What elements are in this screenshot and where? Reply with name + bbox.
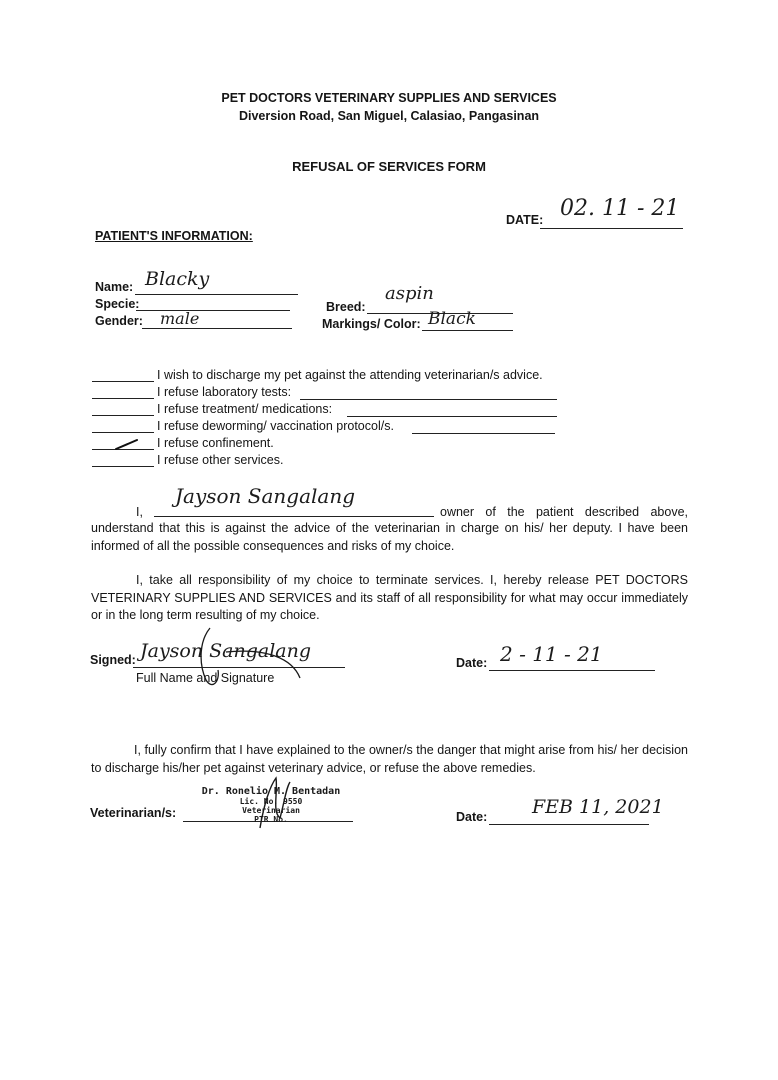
- specie-label: Specie:: [95, 297, 140, 311]
- patient-info-title: PATIENT'S INFORMATION:: [95, 229, 253, 243]
- date-label: DATE:: [506, 213, 544, 227]
- option-blank[interactable]: [92, 466, 154, 467]
- option-row: [92, 368, 572, 385]
- date-line: [540, 228, 683, 229]
- confirmation-text: I, fully confirm that I have explained to the owner/s the danger that might arise from his/ her decision to discharge his/her pet against veterinary advice, or refuse the above remedies.: [91, 743, 688, 775]
- clinic-address: Diversion Road, San Miguel, Calasiao, Pangasinan: [238, 109, 540, 123]
- gender-value: male: [160, 309, 200, 328]
- signed-date-value: 2 - 11 - 21: [500, 642, 603, 666]
- options-list: [92, 368, 572, 470]
- stamp-name: Dr. Ronelio M. Bentadan: [201, 786, 341, 797]
- option-blank[interactable]: [92, 415, 154, 416]
- owner-prefix: I,: [136, 505, 143, 519]
- vet-date-label: Date:: [456, 810, 488, 824]
- clinic-name: PET DOCTORS VETERINARY SUPPLIES AND SERVICES: [221, 91, 557, 105]
- signed-value: Jayson Sangalang: [140, 640, 312, 662]
- stamp-license: Lic. No. 9550: [239, 797, 303, 806]
- signed-label: Signed:: [90, 653, 136, 667]
- option-text: I refuse deworming/ vaccination protocol/s.: [157, 419, 394, 433]
- gender-line: [142, 328, 292, 329]
- option-text: I refuse confinement.: [157, 436, 274, 450]
- markings-line: [422, 330, 513, 331]
- owner-statement-text: understand that this is against the advice of the veterinarian in charge on his/ her deputy. I have been informed of all the possible consequences and risks of my choice.: [91, 521, 688, 553]
- breed-label: Breed:: [326, 300, 366, 314]
- option-text: I refuse other services.: [157, 453, 284, 467]
- option-text: I wish to discharge my pet against the attending veterinarian/s advice.: [157, 368, 543, 382]
- signed-caption: Full Name and Signature: [136, 671, 275, 685]
- owner-name-line: [154, 516, 434, 517]
- option-blank[interactable]: [92, 432, 154, 433]
- check-mark-icon: [114, 438, 140, 450]
- markings-value: Black: [428, 309, 476, 329]
- owner-name-value: Jayson Sangalang: [175, 484, 356, 508]
- option-row: [92, 453, 572, 470]
- option-detail-line[interactable]: [412, 433, 555, 434]
- form-title: REFUSAL OF SERVICES FORM: [292, 159, 486, 174]
- responsibility-text: I, take all responsibility of my choice to terminate services. I, hereby release PET DOCTORS VETERINARY SUPPLIES AND SERVICES and its staff of all responsibility for what may occur immediately or in the long term resulting of my choice.: [91, 573, 688, 622]
- option-text: I refuse treatment/ medications:: [157, 402, 333, 416]
- option-row: [92, 385, 572, 402]
- name-value: Blacky: [145, 268, 210, 290]
- signed-date-label: Date:: [456, 656, 488, 670]
- vet-date-line: [489, 824, 649, 825]
- option-row: [92, 402, 572, 419]
- name-label: Name:: [95, 280, 134, 294]
- option-row: [92, 419, 572, 436]
- veterinarian-signature-icon: [254, 774, 294, 832]
- option-text: I refuse laboratory tests:: [157, 385, 292, 399]
- owner-line1-suffix: owner of the patient described above,: [440, 505, 688, 519]
- markings-label: Markings/ Color:: [322, 317, 421, 331]
- date-value: 02. 11 - 21: [560, 196, 680, 221]
- option-row: [92, 436, 572, 453]
- option-blank[interactable]: [92, 381, 154, 382]
- option-blank[interactable]: [92, 398, 154, 399]
- vet-date-value: FEB 11, 2021: [532, 796, 664, 818]
- stamp-title: Veterinarian: [242, 806, 300, 815]
- name-line: [135, 294, 298, 295]
- option-detail-line[interactable]: [347, 416, 557, 417]
- breed-value: aspin: [385, 283, 434, 304]
- veterinarian-label: Veterinarian/s:: [90, 806, 177, 820]
- option-detail-line[interactable]: [300, 399, 557, 400]
- signed-date-line: [489, 670, 655, 671]
- stamp-ptr: PTR No.: [254, 815, 288, 824]
- gender-label: Gender:: [95, 314, 143, 328]
